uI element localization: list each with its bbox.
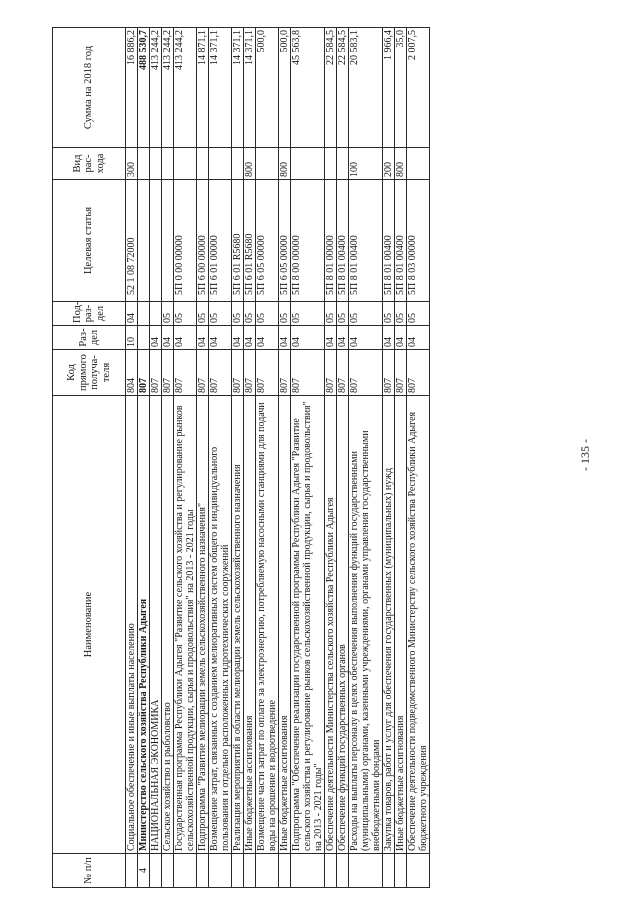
- cell-section: 10: [126, 326, 138, 350]
- cell-subsection: [138, 302, 150, 326]
- cell-admin-code: 807: [256, 350, 279, 396]
- cell-name: Подпрограмма "Обеспечение реализации государственной программы Республики Адыгея "Развитие сельского хозяйства и регулирование рынков сельскохозяйственной продукции, сырья и продовольствия" на 2013 - 2021 годы": [291, 396, 325, 854]
- cell-admin-code: 807: [325, 350, 337, 396]
- cell-expense-type: [209, 148, 232, 180]
- cell-num: [244, 854, 256, 888]
- cell-num: [232, 854, 244, 888]
- cell-admin-code: 807: [337, 350, 349, 396]
- table-row: [138, 28, 150, 888]
- cell-name: Расходы на выплаты персоналу в целях обеспечения выполнения функций государственными (муниципальными) органами, казенными учреждениями, органами управления государственными внебюджетными фондами: [349, 396, 383, 854]
- cell-num: [126, 854, 138, 888]
- cell-name: Иные бюджетные ассигнования: [244, 396, 256, 854]
- cell-num: [150, 854, 162, 888]
- cell-subsection: 05: [395, 302, 407, 326]
- cell-name: Возмещение затрат, связанных с созданием мелиоративных систем общего и индивидуального пользования и отдельно расположенных гидротехнических сооружений: [209, 396, 232, 854]
- cell-target-article: 5П 8 01 00400: [349, 180, 383, 302]
- cell-name: Подпрограмма "Развитие мелиорации земель сельскохозяйственного назначения": [197, 396, 209, 854]
- cell-target-article: 5П 6 01 00000: [209, 180, 232, 302]
- cell-subsection: [150, 302, 162, 326]
- cell-target-article: [138, 180, 150, 302]
- cell-expense-type: 800: [244, 148, 256, 180]
- cell-target-article: [162, 180, 174, 302]
- cell-admin-code: 807: [209, 350, 232, 396]
- cell-sum: 488 530,7: [138, 28, 150, 148]
- cell-sum: 14 371,1: [244, 28, 256, 148]
- cell-name: Сельское хозяйство и рыболовство: [162, 396, 174, 854]
- cell-sum: 500,0: [279, 28, 291, 148]
- cell-subsection: 05: [244, 302, 256, 326]
- cell-expense-type: [325, 148, 337, 180]
- table-row: [291, 28, 325, 888]
- cell-section: 04: [150, 326, 162, 350]
- cell-expense-type: [197, 148, 209, 180]
- cell-admin-code: 807: [349, 350, 383, 396]
- cell-sum: 22 584,5: [325, 28, 337, 148]
- cell-subsection: 05: [349, 302, 383, 326]
- cell-subsection: 05: [325, 302, 337, 326]
- cell-subsection: 05: [209, 302, 232, 326]
- cell-num: [337, 854, 349, 888]
- cell-sum: 2 007,5: [407, 28, 430, 148]
- cell-name: Иные бюджетные ассигнования: [279, 396, 291, 854]
- table-row: [256, 28, 279, 888]
- cell-num: [256, 854, 279, 888]
- cell-section: 04: [407, 326, 430, 350]
- cell-sum: 14 371,1: [209, 28, 232, 148]
- cell-sum: 413 244,2: [162, 28, 174, 148]
- cell-target-article: 5П 8 01 00400: [337, 180, 349, 302]
- cell-expense-type: [138, 148, 150, 180]
- cell-target-article: [150, 180, 162, 302]
- cell-sum: 413 244,2: [150, 28, 162, 148]
- cell-section: [138, 326, 150, 350]
- cell-section: 04: [209, 326, 232, 350]
- cell-subsection: 05: [197, 302, 209, 326]
- cell-expense-type: [291, 148, 325, 180]
- cell-section: 04: [256, 326, 279, 350]
- table-row: [325, 28, 337, 888]
- cell-num: [197, 854, 209, 888]
- cell-target-article: 5П 6 00 00000: [197, 180, 209, 302]
- cell-num: [395, 854, 407, 888]
- header-expense-type: Вид рас-хода: [53, 148, 126, 180]
- cell-expense-type: [174, 148, 197, 180]
- table-row: [197, 28, 209, 888]
- cell-sum: 35,0: [395, 28, 407, 148]
- cell-admin-code: 807: [197, 350, 209, 396]
- cell-sum: 22 584,5: [337, 28, 349, 148]
- table-row: [337, 28, 349, 888]
- header-sum-2018: Сумма на 2018 год: [53, 28, 126, 148]
- cell-section: 04: [174, 326, 197, 350]
- cell-sum: 45 563,8: [291, 28, 325, 148]
- cell-admin-code: 804: [126, 350, 138, 396]
- cell-num: [209, 854, 232, 888]
- page-number: - 135 -: [578, 439, 592, 471]
- cell-num: [325, 854, 337, 888]
- cell-admin-code: 807: [407, 350, 430, 396]
- cell-expense-type: [407, 148, 430, 180]
- cell-admin-code: 807: [162, 350, 174, 396]
- cell-num: [349, 854, 383, 888]
- cell-num: [383, 854, 395, 888]
- cell-target-article: 5П 6 01 R5680: [232, 180, 244, 302]
- cell-target-article: 5П 8 01 00000: [325, 180, 337, 302]
- cell-expense-type: 100: [349, 148, 383, 180]
- cell-name: Иные бюджетные ассигнования: [395, 396, 407, 854]
- cell-name: Социальное обеспечение и иные выплаты населению: [126, 396, 138, 854]
- cell-target-article: 5П 6 01 R5680: [244, 180, 256, 302]
- cell-section: 04: [383, 326, 395, 350]
- cell-sum: 413 244,2: [174, 28, 197, 148]
- cell-target-article: 5П 8 00 00000: [291, 180, 325, 302]
- cell-name: Возмещение части затрат по оплате за электроэнергию, потребляемую насосными станциями для подачи воды на орошение и водоотведение: [256, 396, 279, 854]
- cell-subsection: 05: [291, 302, 325, 326]
- cell-sum: 500,0: [256, 28, 279, 148]
- cell-target-article: 5П 8 01 00400: [383, 180, 395, 302]
- cell-admin-code: 807: [395, 350, 407, 396]
- cell-subsection: 05: [383, 302, 395, 326]
- header-admin-code: Код прямого получа-теля: [53, 350, 126, 396]
- cell-target-article: 5П 8 03 00000: [407, 180, 430, 302]
- header-target-article: Целевая статья: [53, 180, 126, 302]
- cell-subsection: 05: [174, 302, 197, 326]
- header-row: [53, 28, 126, 888]
- cell-subsection: 05: [279, 302, 291, 326]
- cell-section: 04: [291, 326, 325, 350]
- cell-sum: 16 886,2: [126, 28, 138, 148]
- cell-target-article: 5П 8 01 00400: [395, 180, 407, 302]
- cell-name: Обеспечение деятельности подведомственного Министерству сельского хозяйства Республики Адыгея бюджетного учреждения: [407, 396, 430, 854]
- cell-name: НАЦИОНАЛЬНАЯ ЭКОНОМИКА: [150, 396, 162, 854]
- cell-target-article: 52 1 08 72000: [126, 180, 138, 302]
- cell-section: 04: [244, 326, 256, 350]
- table-row: [244, 28, 256, 888]
- cell-expense-type: [162, 148, 174, 180]
- cell-target-article: 5П 6 05 00000: [256, 180, 279, 302]
- cell-admin-code: 807: [232, 350, 244, 396]
- cell-subsection: 05: [162, 302, 174, 326]
- cell-section: 04: [279, 326, 291, 350]
- table-row: [383, 28, 395, 888]
- header-section: Раз-дел: [53, 326, 126, 350]
- cell-admin-code: 807: [279, 350, 291, 396]
- cell-num: [279, 854, 291, 888]
- rotated-page-content: [52, 28, 592, 888]
- cell-admin-code: 807: [138, 350, 150, 396]
- cell-expense-type: [337, 148, 349, 180]
- cell-expense-type: 800: [395, 148, 407, 180]
- cell-section: 04: [395, 326, 407, 350]
- cell-subsection: 05: [256, 302, 279, 326]
- cell-section: 04: [325, 326, 337, 350]
- cell-expense-type: 300: [126, 148, 138, 180]
- table-row: [395, 28, 407, 888]
- table-row: [174, 28, 197, 888]
- cell-expense-type: [150, 148, 162, 180]
- table-row: [279, 28, 291, 888]
- cell-name: Реализация мероприятий в области мелиорации земель сельскохозяйственного назначения: [232, 396, 244, 854]
- header-num: № п/п: [53, 854, 126, 888]
- cell-admin-code: 807: [174, 350, 197, 396]
- cell-name: Закупка товаров, работ и услуг для обеспечения государственных (муниципальных) нужд: [383, 396, 395, 854]
- cell-sum: 1 966,4: [383, 28, 395, 148]
- cell-num: [407, 854, 430, 888]
- cell-sum: 20 583,1: [349, 28, 383, 148]
- cell-name: Министерство сельского хозяйства Республики Адыгея: [138, 396, 150, 854]
- cell-expense-type: 800: [279, 148, 291, 180]
- cell-target-article: 5П 6 05 00000: [279, 180, 291, 302]
- cell-target-article: 5П 0 00 00000: [174, 180, 197, 302]
- table-row: [232, 28, 244, 888]
- cell-num: [291, 854, 325, 888]
- budget-table: [52, 27, 430, 888]
- cell-num: [162, 854, 174, 888]
- cell-section: 04: [337, 326, 349, 350]
- table-row: [150, 28, 162, 888]
- cell-section: 04: [349, 326, 383, 350]
- cell-name: Обеспечение функций государственных органов: [337, 396, 349, 854]
- cell-num: [174, 854, 197, 888]
- cell-name: Государственная программа Республики Адыгея "Развитие сельского хозяйства и регулирование рынков сельскохозяйственной продукции, сырья и продовольствия" на 2013 - 2021 годы: [174, 396, 197, 854]
- header-subsection: Под-раз-дел: [53, 302, 126, 326]
- cell-expense-type: [232, 148, 244, 180]
- cell-num: 4: [138, 854, 150, 888]
- table-row: [407, 28, 430, 888]
- cell-subsection: 05: [407, 302, 430, 326]
- cell-section: 04: [162, 326, 174, 350]
- table-body: [126, 28, 430, 888]
- cell-admin-code: 807: [383, 350, 395, 396]
- cell-section: 04: [232, 326, 244, 350]
- cell-admin-code: 807: [244, 350, 256, 396]
- cell-sum: 14 371,1: [232, 28, 244, 148]
- table-row: [162, 28, 174, 888]
- cell-subsection: 05: [337, 302, 349, 326]
- cell-name: Обеспечение деятельности Министерства сельского хозяйства Республики Адыгея: [325, 396, 337, 854]
- cell-subsection: 04: [126, 302, 138, 326]
- table-row: [126, 28, 138, 888]
- table-header: [53, 28, 126, 888]
- cell-sum: 14 871,1: [197, 28, 209, 148]
- table-row: [209, 28, 232, 888]
- cell-subsection: 05: [232, 302, 244, 326]
- cell-admin-code: 807: [291, 350, 325, 396]
- table-row: [349, 28, 383, 888]
- cell-expense-type: [256, 148, 279, 180]
- cell-admin-code: 807: [150, 350, 162, 396]
- cell-expense-type: 200: [383, 148, 395, 180]
- cell-section: 04: [197, 326, 209, 350]
- header-name: Наименование: [53, 396, 126, 854]
